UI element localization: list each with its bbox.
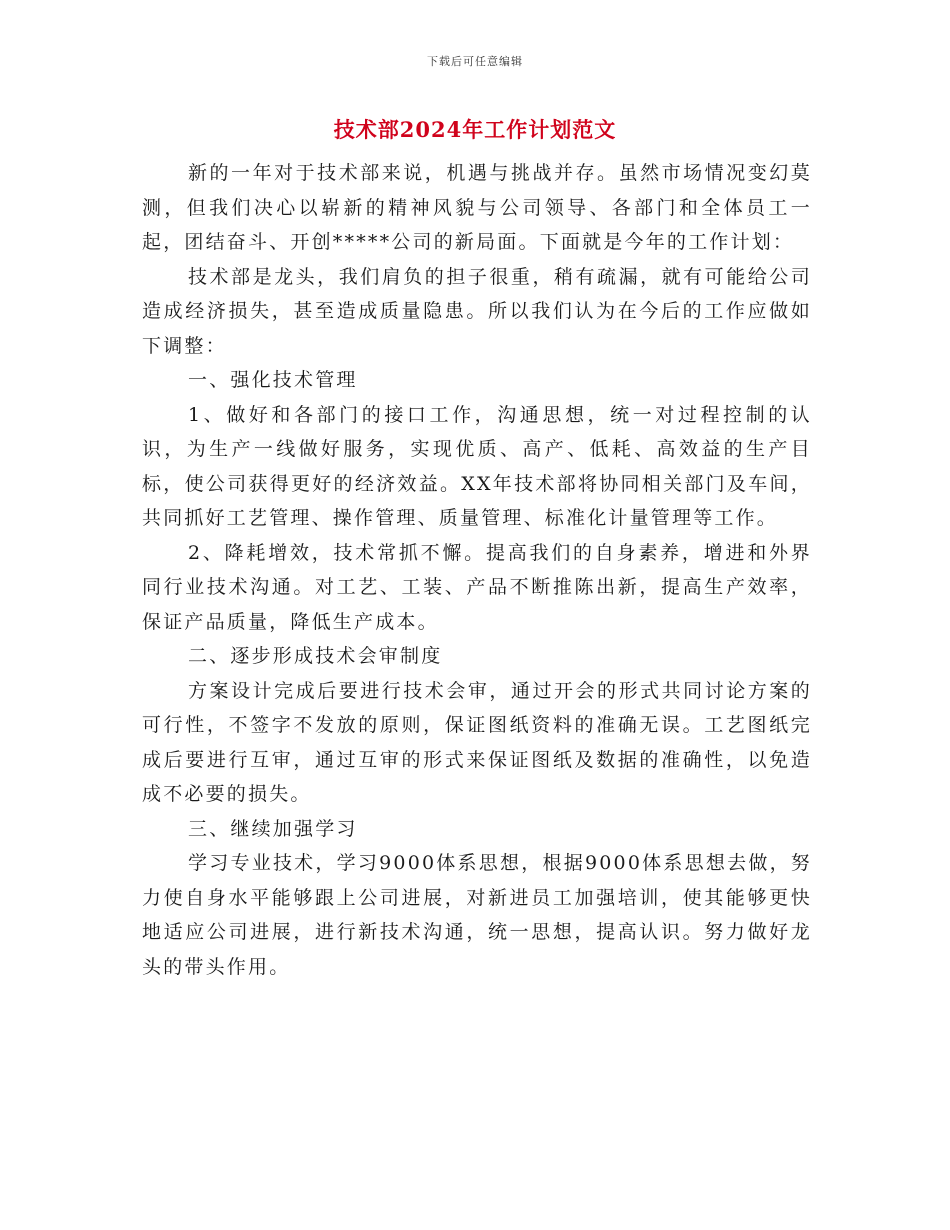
paragraph-item-1: 1、做好和各部门的接口工作，沟通思想，统一对过程控制的认识，为生产一线做好服务，实现优质、高产、低耗、高效益的生产目标，使公司获得更好的经济效益。XX年技术部将协同相关部门及车间，共同抓好工艺管理、操作管理、质量管理、标准化计量管理等工作。 <box>142 403 812 529</box>
header-note: 下载后可任意编辑 <box>427 55 523 68</box>
document-body <box>142 156 812 984</box>
section-heading-3: 三、继续加强学习 <box>188 817 358 840</box>
document-title: 技术部2024年工作计划范文 <box>333 117 617 142</box>
section-heading-1: 一、强化技术管理 <box>188 369 358 391</box>
paragraph-intro: 新的一年对于技术部来说，机遇与挑战并存。虽然市场情况变幻莫测，但我们决心以崭新的精神风貌与公司领导、各部门和全体员工一起，团结奋斗、开创*****公司的新局面。下面就是今年的工作计划： <box>142 162 812 253</box>
paragraph-item-2: 2、降耗增效，技术常抓不懈。提高我们的自身素养，增进和外界同行业技术沟通。对工艺、工装、产品不断推陈出新，提高生产效率，保证产品质量，降低生产成本。 <box>142 541 812 633</box>
paragraph-learning: 学习专业技术，学习9000体系思想，根据9000体系思想去做，努力使自身水平能够跟上公司进展，对新进员工加强培训，使其能够更快地适应公司进展，进行新技术沟通，统一思想，提高认识。努力做好龙头的带头作用。 <box>142 852 812 978</box>
paragraph-role: 技术部是龙头，我们肩负的担子很重，稍有疏漏，就有可能给公司造成经济损失，甚至造成质量隐患。所以我们认为在今后的工作应做如下调整： <box>142 265 812 357</box>
paragraph-review: 方案设计完成后要进行技术会审，通过开会的形式共同讨论方案的可行性，不签字不发放的原则，保证图纸资料的准确无误。工艺图纸完成后要进行互审，通过互审的形式来保证图纸及数据的准确性，以免造成不必要的损失。 <box>142 679 812 805</box>
section-heading-2: 二、逐步形成技术会审制度 <box>188 645 443 667</box>
